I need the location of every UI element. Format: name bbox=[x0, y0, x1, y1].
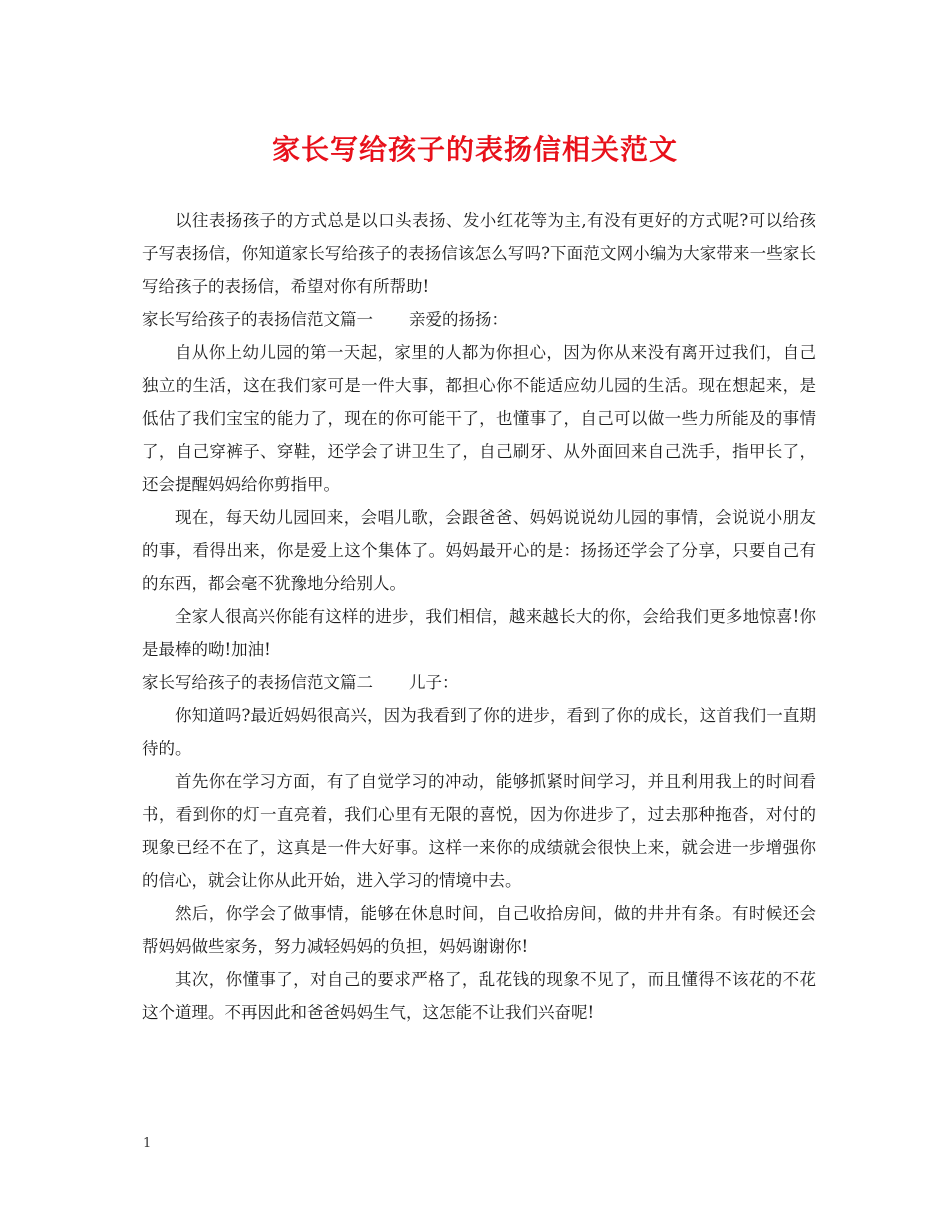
section-1-title: 家长写给孩子的表扬信范文篇一 bbox=[142, 310, 373, 329]
intro-paragraph: 以往表扬孩子的方式总是以口头表扬、发小红花等为主,有没有更好的方式呢?可以给孩子写表扬信，你知道家长写给孩子的表扬信该怎么写吗?下面范文网小编为大家带来一些家长写给孩子的表扬信，希望对你有所帮助! bbox=[142, 211, 816, 296]
paragraph: 你知道吗?最近妈妈很高兴，因为我看到了你的进步，看到了你的成长，这首我们一直期待的。 bbox=[142, 706, 816, 758]
document-body bbox=[142, 204, 816, 1029]
paragraph: 现在，每天幼儿园回来，会唱儿歌，会跟爸爸、妈妈说说幼儿园的事情，会说说小朋友的事，看得出来，你是爱上这个集体了。妈妈最开心的是：扬扬还学会了分享，只要自己有的东西，都会毫不犹豫地分给别人。 bbox=[142, 508, 816, 593]
section-1-salutation: 亲爱的扬扬： bbox=[409, 310, 508, 329]
paragraph: 其次，你懂事了，对自己的要求严格了，乱花钱的现象不见了，而且懂得不该花的不花这个道理。不再因此和爸爸妈妈生气，这怎能不让我们兴奋呢! bbox=[142, 970, 816, 1022]
page-number: 1 bbox=[143, 1136, 152, 1151]
paragraph: 自从你上幼儿园的第一天起，家里的人都为你担心，因为你从来没有离开过我们，自己独立的生活，这在我们家可是一件大事，都担心你不能适应幼儿园的生活。现在想起来，是低估了我们宝宝的能力了，现在的你可能干了，也懂事了，自己可以做一些力所能及的事情了，自己穿裤子、穿鞋，还学会了讲卫生了，自己刷牙、从外面回来自己洗手，指甲长了，还会提醒妈妈给你剪指甲。 bbox=[142, 343, 816, 494]
paragraph: 全家人很高兴你能有这样的进步，我们相信，越来越长大的你，会给我们更多地惊喜!你是最棒的呦!加油! bbox=[142, 607, 816, 659]
section-heading-1 bbox=[142, 303, 816, 336]
paragraph: 然后，你学会了做事情，能够在休息时间，自己收拾房间，做的井井有条。有时候还会帮妈妈做些家务，努力减轻妈妈的负担，妈妈谢谢你! bbox=[142, 904, 816, 956]
section-heading-2 bbox=[142, 666, 816, 699]
paragraph: 首先你在学习方面，有了自觉学习的冲动，能够抓紧时间学习，并且利用我上的时间看书，看到你的灯一直亮着，我们心里有无限的喜悦，因为你进步了，过去那种拖沓，对付的现象已经不在了，这真是一件大好事。这样一来你的成绩就会很快上来，就会进一步增强你的信心，就会让你从此开始，进入学习的情境中去。 bbox=[142, 772, 816, 890]
section-2-title: 家长写给孩子的表扬信范文篇二 bbox=[142, 673, 373, 692]
document-title: 家长写给孩子的表扬信相关范文 bbox=[271, 133, 678, 166]
section-2-salutation: 儿子： bbox=[409, 673, 459, 692]
